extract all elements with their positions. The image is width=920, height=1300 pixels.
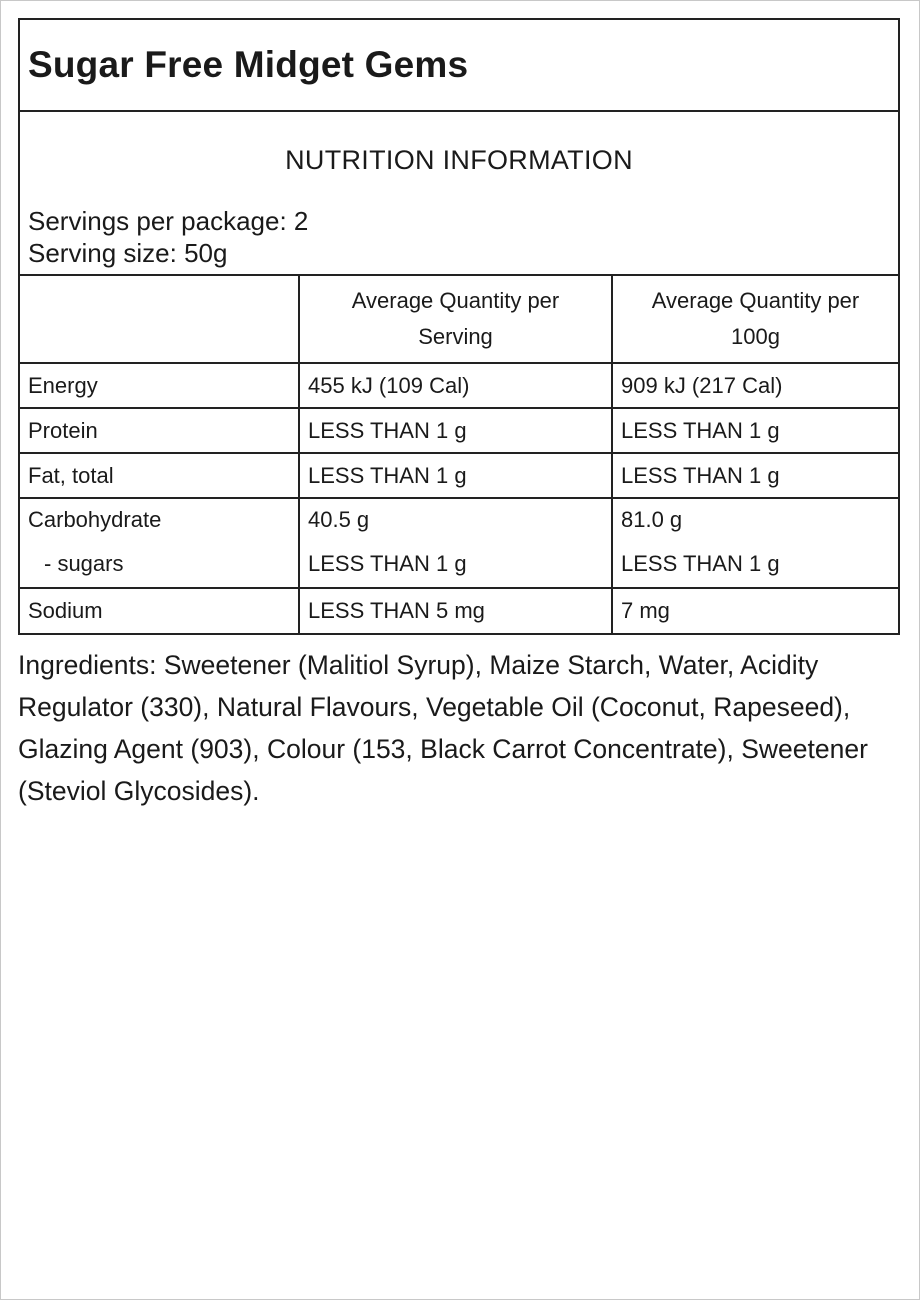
per-serving-value: 40.5 g	[308, 507, 370, 532]
per-100g-value: LESS THAN 1 g	[612, 453, 898, 498]
serving-size: Serving size: 50g	[28, 238, 228, 268]
per-serving-value: 455 kJ (109 Cal)	[299, 363, 612, 408]
nutrition-label-panel	[18, 18, 900, 635]
per-100g-value: LESS THAN 1 g	[612, 408, 898, 453]
header-nutrient	[20, 276, 299, 363]
table-row-energy	[20, 363, 898, 408]
nutrient-name: Energy	[20, 363, 299, 408]
servings-block	[28, 205, 308, 269]
nutrient-name: Fat, total	[20, 453, 299, 498]
nutrient-name: Protein	[20, 408, 299, 453]
nutrient-name: Sodium	[20, 588, 299, 633]
header-per-serving: Average Quantity per Serving	[299, 276, 612, 363]
product-title: Sugar Free Midget Gems	[20, 20, 898, 112]
sub-per-100g-value: LESS THAN 1 g	[621, 551, 780, 576]
sub-per-serving-value: LESS THAN 1 g	[308, 551, 467, 576]
table-row-sodium	[20, 588, 898, 633]
table-row-carbohydrate	[20, 498, 898, 588]
per-serving-value: LESS THAN 5 mg	[299, 588, 612, 633]
header-per-100g: Average Quantity per 100g	[612, 276, 898, 363]
table-row-protein	[20, 408, 898, 453]
nutrition-header	[20, 112, 898, 276]
nutrition-heading: NUTRITION INFORMATION	[285, 145, 633, 175]
sub-nutrient-name: - sugars	[44, 551, 124, 576]
per-serving-cell	[299, 498, 612, 588]
per-100g-value: 7 mg	[612, 588, 898, 633]
nutrient-name-cell	[20, 498, 299, 588]
per-100g-value: 909 kJ (217 Cal)	[612, 363, 898, 408]
table-row-fat	[20, 453, 898, 498]
per-100g-value: 81.0 g	[621, 507, 683, 532]
per-100g-cell	[612, 498, 898, 588]
per-serving-value: LESS THAN 1 g	[299, 453, 612, 498]
per-serving-value: LESS THAN 1 g	[299, 408, 612, 453]
nutrient-name: Carbohydrate	[28, 507, 162, 532]
table-header-row	[20, 276, 898, 363]
ingredients-text: Ingredients: Sweetener (Malitiol Syrup), Maize Starch, Water, Acidity Regulator (330), Natural Flavours, Vegetable Oil (Coconut, Rapeseed), Glazing Agent (903), Colour (153, Black Carrot Concentrate), Sweetener (Steviol Glycosides).	[18, 650, 868, 806]
servings-per-package: Servings per package: 2	[28, 206, 309, 236]
nutrition-table	[20, 276, 898, 633]
